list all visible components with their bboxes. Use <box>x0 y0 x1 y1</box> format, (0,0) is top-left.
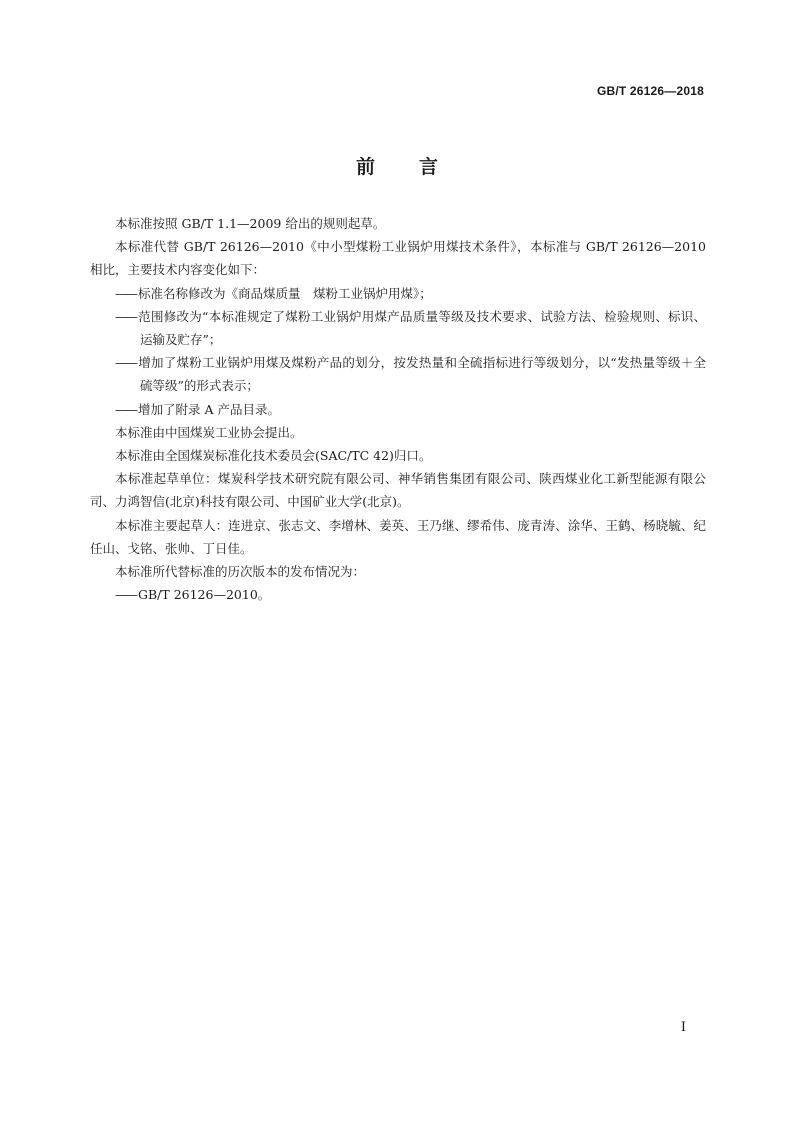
standard-code: GB/T 26126—2018 <box>596 84 704 98</box>
paragraph-replacement: 本标准代替 GB/T 26126—2010《中小型煤粉工业锅炉用煤技术条件》，本标准与 GB/T 26126—2010 相比，主要技术内容变化如下： <box>90 239 706 278</box>
title-char-1: 前 <box>355 156 375 178</box>
history-item: —— GB/T 26126—2010。 <box>90 583 706 606</box>
paragraph-proposer: 本标准由中国煤炭工业协会提出。 <box>115 424 303 440</box>
paragraph-history: 本标准所代替标准的历次版本的发布情况为： <box>115 564 366 580</box>
title-char-2: 言 <box>419 156 439 178</box>
page-number: I <box>680 1020 686 1035</box>
change-item-appendix: —— 增加了附录 A 产品目录。 <box>90 398 706 421</box>
page-title <box>0 152 794 179</box>
paragraph-drafting-rules: 本标准按照 GB/T 1.1—2009 给出的规则起草。 <box>115 216 386 231</box>
paragraph-drafting-units: 本标准起草单位：煤炭科学技术研究院有限公司、神华销售集团有限公司、陕西煤业化工新型能源有限公司、力鸿智信(北京)科技有限公司、中国矿业大学(北京)。 <box>90 471 706 510</box>
change-item-classification: —— 增加了煤粉工业锅炉用煤及煤粉产品的划分，按发热量和全硫指标进行等级划分，以“发热量等级＋全硫等级”的形式表示； <box>90 351 706 397</box>
paragraph-drafters: 本标准主要起草人：连进京、张志文、李增林、姜英、王乃继、缪希伟、庞青涛、涂华、王鹤、杨晓毓、纪任山、戈铭、张帅、丁日佳。 <box>90 517 706 556</box>
change-item-name: —— 标准名称修改为《商品煤质量 煤粉工业锅炉用煤》； <box>90 282 706 305</box>
foreword-body <box>90 212 706 606</box>
paragraph-committee: 本标准由全国煤炭标准化技术委员会(SAC/TC 42)归口。 <box>115 448 432 464</box>
change-item-scope: —— 范围修改为“本标准规定了煤粉工业锅炉用煤产品质量等级及技术要求、试验方法、检验规则、标识、运输及贮存”； <box>90 305 706 351</box>
